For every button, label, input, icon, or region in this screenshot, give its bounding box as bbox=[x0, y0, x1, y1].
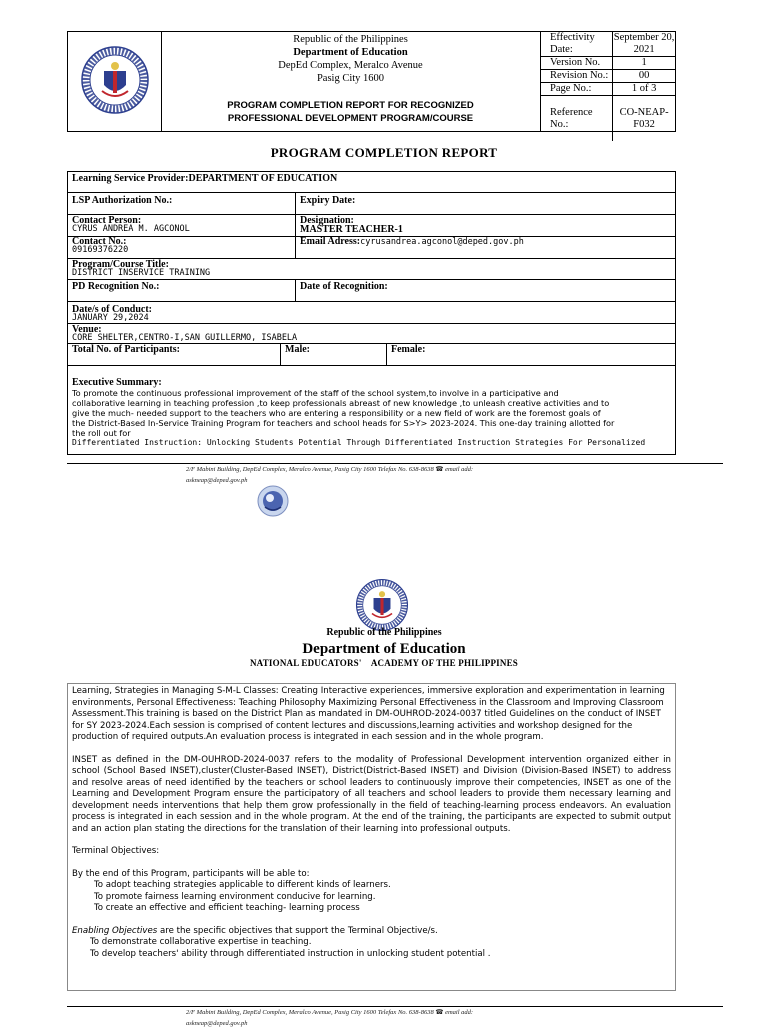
footer-line2: askneap@deped.gov.ph bbox=[186, 1020, 248, 1027]
meta-value: September 20, 2021 bbox=[613, 32, 675, 55]
lsp-auth-cell bbox=[68, 193, 295, 214]
dates-conduct-label: Date/s of Conduct: bbox=[72, 304, 152, 315]
program-value: DISTRICT INSERVICE TRAINING bbox=[72, 268, 211, 278]
address-line1: DepEd Complex, Meralco Avenue bbox=[278, 60, 423, 71]
venue-label: Venue: bbox=[72, 324, 102, 335]
meta-row bbox=[540, 83, 675, 96]
form-row bbox=[68, 302, 675, 324]
exec-line: give the much- needed support to the teachers who are entering a responsibility or a new field of work are the foremost goals of bbox=[72, 408, 601, 418]
lsp-label: Learning Service Provider: bbox=[72, 173, 189, 184]
fax-icon: ☎ bbox=[435, 1009, 444, 1016]
form-row bbox=[68, 324, 675, 344]
footer-line2: askneap@deped.gov.ph bbox=[186, 477, 248, 484]
meta-value: 1 of 3 bbox=[613, 83, 675, 96]
footer-address bbox=[186, 1007, 606, 1029]
female-cell bbox=[386, 344, 675, 365]
footer-line1: 2/F Mabini Building, DepEd Complex, Meralco Avenue, Pasig City 1600 Telefax No. 638-8638 bbox=[186, 1009, 434, 1016]
footer-line1: 2/F Mabini Building, DepEd Complex, Meralco Avenue, Pasig City 1600 Telefax No. 638-8638 bbox=[186, 466, 434, 473]
enabling-emphasis: Enabling Objectives bbox=[72, 925, 158, 936]
report-title-line2: PROFESSIONAL DEVELOPMENT PROGRAM/COURSE bbox=[227, 113, 474, 124]
footer-email-suffix: email add: bbox=[445, 1009, 474, 1016]
deped-seal-icon bbox=[80, 45, 150, 115]
meta-label: Page No.: bbox=[540, 83, 613, 96]
form-row bbox=[68, 172, 675, 193]
date-recognition-label: Date of Recognition: bbox=[300, 281, 388, 292]
enabling-rest: are the specific objectives that support the Terminal Objective/s. bbox=[157, 925, 438, 936]
contact-cell bbox=[68, 215, 295, 258]
meta-row bbox=[540, 70, 675, 83]
designation-label: Designation: bbox=[300, 215, 354, 226]
neap-logo-icon bbox=[257, 485, 289, 517]
pd-recognition-cell bbox=[68, 280, 295, 301]
page2-academy: NATIONAL EDUCATORS' ACADEMY OF THE PHILIPPINES bbox=[249, 658, 518, 668]
meta-label: Effectivity Date: bbox=[540, 32, 613, 57]
page-title: PROGRAM COMPLETION REPORT bbox=[270, 145, 498, 160]
program-label: Program/Course Title: bbox=[72, 259, 169, 270]
page2-body bbox=[67, 683, 676, 991]
report-title-line1: PROGRAM COMPLETION REPORT FOR RECOGNIZED bbox=[227, 100, 474, 111]
list-item: To create an effective and efficient teaching- learning process bbox=[94, 903, 360, 913]
meta-value: CO-NEAP-F032 bbox=[613, 96, 675, 142]
exec-line: To promote the continuous professional improvement of the staff of the school system,to involve in a participative and bbox=[72, 388, 559, 398]
meta-row bbox=[540, 32, 675, 57]
form-row bbox=[68, 259, 675, 280]
executive-summary bbox=[68, 366, 675, 454]
lsp-auth-label: LSP Authorization No.: bbox=[72, 195, 173, 206]
male-cell bbox=[280, 344, 386, 365]
meta-table bbox=[540, 32, 675, 141]
venue-value: CORE SHELTER,CENTRO-I,SAN GUILLERMO, ISABELA bbox=[72, 333, 298, 343]
list-item: To adopt teaching strategies applicable to different kinds of learners. bbox=[94, 880, 391, 890]
form-row bbox=[68, 344, 675, 366]
program-cell bbox=[68, 259, 675, 279]
address-line2: Pasig City 1600 bbox=[316, 73, 385, 84]
contact-no-value: 09169376220 bbox=[72, 244, 129, 255]
total-participants-label: Total No. of Participants: bbox=[72, 344, 180, 355]
expiry-cell bbox=[295, 193, 675, 214]
footer-email-suffix: email add: bbox=[445, 466, 474, 473]
enabling-intro bbox=[72, 926, 671, 938]
exec-line: the District-Based In-Service Training Program for teachers and school heads for S>Y> 2023-2024. This one-day training allotted for bbox=[72, 418, 615, 428]
paragraph: Learning, Strategies in Managing S-M-L Classes: Creating Interactive experiences, immersive exploration and experimentation in learning environments, Personal Effectiveness: Teaching Philosophy Maximizing Personal Effectiveness in the Classroom and Improving Classroom Assessment.This training is based on the District Plan as mandated in DM-OUHROD-2024-0037 titled Guidelines on the conduct of INSET for SY 2023-2024.Each session is comprised of content lectures and discussions,learning activities and workshop designed for the production of required outputs.An evaluation process is integrated in each session and in the whole program. bbox=[72, 686, 665, 742]
deped-seal-icon bbox=[355, 578, 409, 632]
exec-line: collaborative learning in teaching profession ,to keep professionals abreast of new knowledge ,to unleash creative activities and to bbox=[72, 398, 610, 408]
email-label: Email Adress: bbox=[300, 236, 361, 247]
meta-label: Revision No.: bbox=[540, 70, 613, 83]
venue-cell bbox=[68, 324, 675, 343]
page2-republic: Republic of the Philippines bbox=[326, 627, 442, 638]
form-row bbox=[68, 215, 675, 259]
dates-conduct-cell bbox=[68, 302, 675, 323]
meta-label: Version No. bbox=[540, 57, 613, 70]
contact-person-label: Contact Person: bbox=[72, 215, 142, 226]
form-row bbox=[68, 193, 675, 215]
female-label: Female: bbox=[391, 344, 426, 355]
form-row bbox=[68, 280, 675, 302]
dates-conduct-value: JANUARY 29,2024 bbox=[72, 313, 149, 323]
page2-department: Department of Education bbox=[302, 641, 466, 657]
meta-row bbox=[540, 96, 675, 142]
pd-recognition-label: PD Recognition No.: bbox=[72, 281, 160, 292]
department-text: Department of Education bbox=[293, 47, 408, 58]
lsp-cell bbox=[68, 172, 675, 192]
male-label: Male: bbox=[285, 344, 310, 355]
list-item: To develop teachers' ability through differentiated instruction in unlocking student potential . bbox=[90, 948, 491, 959]
list-item: To demonstrate collaborative expertise in teaching. bbox=[90, 937, 312, 947]
total-participants-cell bbox=[68, 344, 280, 365]
meta-row bbox=[540, 57, 675, 70]
meta-value: 1 bbox=[613, 57, 675, 70]
exec-summary-label: Executive Summary: bbox=[72, 377, 162, 388]
designation-cell bbox=[295, 215, 675, 258]
footer-address bbox=[186, 464, 606, 486]
contact-person-value: CYRUS ANDREA M. AGCONOL bbox=[72, 224, 190, 234]
date-recognition-cell bbox=[295, 280, 675, 301]
republic-text: Republic of the Philippines bbox=[293, 34, 408, 45]
meta-label: Reference No.: bbox=[550, 106, 593, 130]
completion-form bbox=[67, 171, 676, 455]
terminal-intro: By the end of this Program, participants will be able to: bbox=[72, 868, 310, 879]
email-value: cyrusandrea.agconol@deped.gov.ph bbox=[360, 237, 524, 247]
terminal-heading: Terminal Objectives: bbox=[72, 846, 160, 856]
expiry-label: Expiry Date: bbox=[300, 195, 356, 206]
exec-line: Differentiated Instruction: Unlocking Students Potential Through Differentiated Instruction Strategies For Personalized bbox=[72, 438, 646, 447]
contact-no-label: Contact No.: bbox=[72, 235, 127, 247]
exec-line: the roll out for bbox=[72, 428, 131, 438]
lsp-value: DEPARTMENT OF EDUCATION bbox=[188, 173, 338, 184]
meta-value: 00 bbox=[613, 70, 675, 83]
header-logo-cell bbox=[68, 32, 162, 131]
header-center bbox=[161, 32, 541, 131]
fax-icon: ☎ bbox=[435, 466, 444, 473]
paragraph: INSET as defined in the DM-OUHROD-2024-0037 refers to the modality of Professional Development intervention organized either in school (School Based INSET),cluster(Cluster-Based INSET), District(District-Based INSET) and Division (Division-Based INSET) to address and resolve areas of need identified by the teachers or school leaders to continuously improve their competencies, INSET as one of the Learning and Development Program ensure the participatory of all teachers and school leaders to provide them necessary learning and development needs interventions that help them grow professionally in the field of teaching-learning process endeavors. An evaluation process is integrated in each session and in the whole program. At the end of the training, the participants are expected to submit output and an action plan stating the directions for the translation of their learning into professional outputs. bbox=[72, 754, 671, 834]
document-header bbox=[67, 31, 676, 132]
list-item: To promote fairness learning environment conducive for learning. bbox=[94, 891, 376, 902]
designation-value: MASTER TEACHER-1 bbox=[300, 224, 403, 235]
